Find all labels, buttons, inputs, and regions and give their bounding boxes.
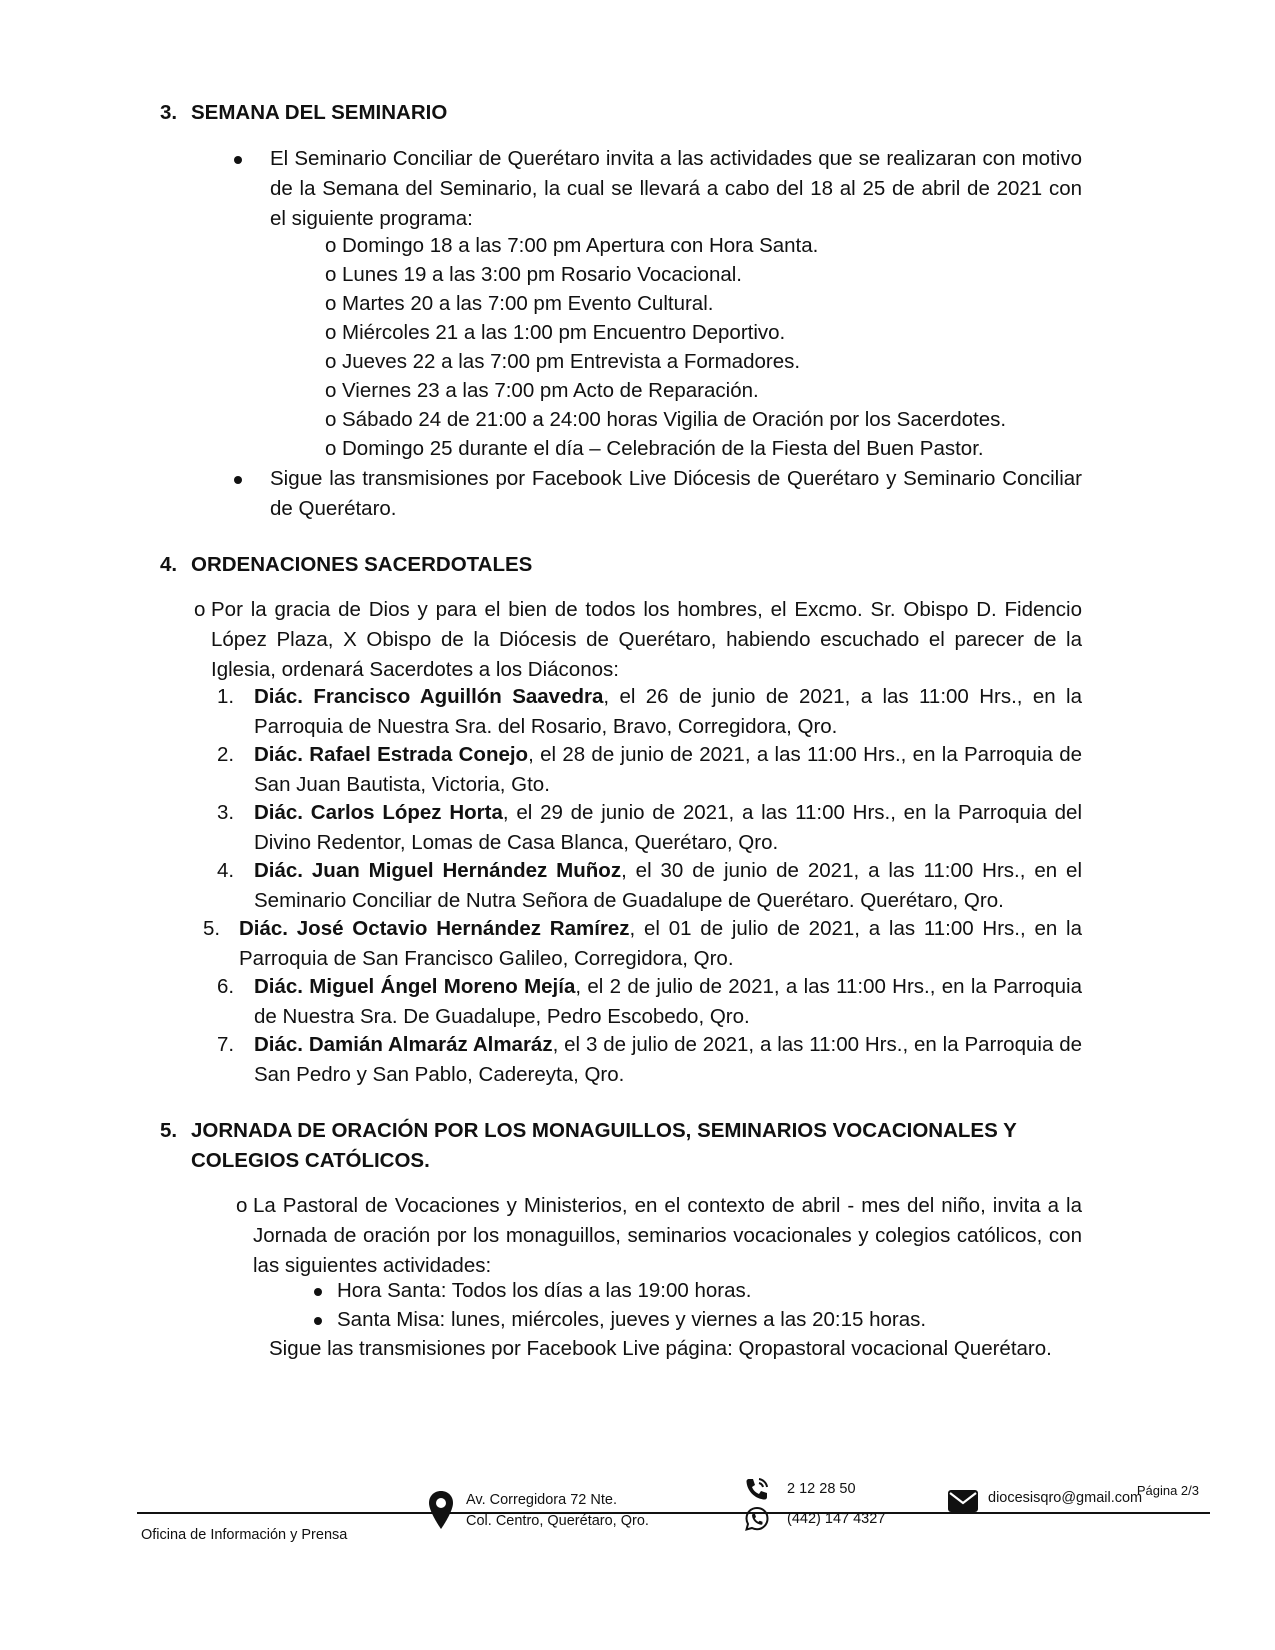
program-item: Martes 20 a las 7:00 pm Evento Cultural.	[342, 292, 714, 315]
ordination-item	[254, 740, 1082, 800]
bullet-dot-icon	[234, 476, 242, 484]
section-5-closing: Sigue las transmisiones por Facebook Live página: Qropastoral vocacional Querétaro.	[269, 1337, 1052, 1360]
ordination-number: 2.	[217, 743, 235, 766]
ordination-item	[254, 972, 1082, 1032]
activity-item: Santa Misa: lunes, miércoles, jueves y viernes a las 20:15 horas.	[337, 1308, 927, 1331]
ordination-number: 7.	[217, 1033, 235, 1056]
ordination-details: , el 29 de junio de 2021, a las 11:00 Hrs., en la Parroquia del Divino Redentor, Lomas de Casa Blanca, Querétaro, Qro.	[254, 801, 1082, 854]
ordination-name: Diác. José Octavio Hernández Ramírez	[239, 917, 630, 940]
ordination-number: 3.	[217, 801, 235, 824]
ordination-item	[254, 682, 1082, 742]
footer-address-line-1: Av. Corregidora 72 Nte.	[466, 1492, 617, 1508]
footer-whatsapp: (442) 147 4327	[787, 1511, 886, 1527]
phone-icon	[744, 1476, 770, 1502]
circle-bullet-icon: o	[194, 598, 206, 621]
ordination-number: 5.	[203, 917, 221, 940]
footer-office: Oficina de Información y Prensa	[141, 1527, 348, 1543]
ordination-details: , el 3 de julio de 2021, a las 11:00 Hrs., en la Parroquia de San Pedro y San Pablo, Cadereyta, Qro.	[254, 1033, 1082, 1086]
ordination-name: Diác. Francisco Aguillón Saavedra	[254, 685, 604, 708]
envelope-icon	[947, 1489, 979, 1513]
section-3-number: 3.	[160, 101, 178, 124]
ordination-name: Diác. Rafael Estrada Conejo	[254, 743, 529, 766]
section-4-number: 4.	[160, 553, 178, 576]
circle-bullet-icon: o	[325, 408, 337, 431]
circle-bullet-icon: o	[325, 437, 337, 460]
program-item: Domingo 18 a las 7:00 pm Apertura con Hora Santa.	[342, 234, 819, 257]
footer-phone: 2 12 28 50	[787, 1481, 856, 1497]
activity-item: Hora Santa: Todos los días a las 19:00 horas.	[337, 1279, 752, 1302]
ordination-details: , el 01 de julio de 2021, a las 11:00 Hrs., en la Parroquia de San Francisco Galileo, Corregidora, Qro.	[239, 917, 1082, 970]
ordination-item	[254, 798, 1082, 858]
ordination-details: , el 30 de junio de 2021, a las 11:00 Hrs., en el Seminario Conciliar de Nutra Señora de Guadalupe de Querétaro. Querétaro, Qro.	[254, 859, 1082, 912]
section-3-title: SEMANA DEL SEMINARIO	[191, 101, 448, 124]
circle-bullet-icon: o	[325, 379, 337, 402]
program-item: Domingo 25 durante el día – Celebración de la Fiesta del Buen Pastor.	[342, 437, 984, 460]
ordination-number: 1.	[217, 685, 235, 708]
section-4-intro: Por la gracia de Dios y para el bien de todos los hombres, el Excmo. Sr. Obispo D. Fidencio López Plaza, X Obispo de la Diócesis de Querétaro, habiendo escuchado el parecer de la Iglesia, ordenará Sacerdotes a los Diáconos:	[211, 598, 1082, 681]
section-5-title: JORNADA DE ORACIÓN POR LOS MONAGUILLOS, SEMINARIOS VOCACIONALES Y COLEGIOS CATÓLICOS.	[191, 1119, 1017, 1172]
circle-bullet-icon: o	[325, 350, 337, 373]
program-item: Lunes 19 a las 3:00 pm Rosario Vocacional.	[342, 263, 743, 286]
location-pin-icon	[428, 1490, 454, 1530]
ordination-item	[239, 914, 1082, 974]
section-4-title: ORDENACIONES SACERDOTALES	[191, 553, 533, 576]
section-5-number: 5.	[160, 1119, 178, 1142]
footer-email: diocesisqro@gmail.com	[988, 1490, 1143, 1506]
ordination-item	[254, 1030, 1082, 1090]
circle-bullet-icon: o	[325, 321, 337, 344]
bullet-dot-icon	[234, 156, 242, 164]
footer-divider	[137, 1512, 1210, 1514]
ordination-details: , el 26 de junio de 2021, a las 11:00 Hrs., en la Parroquia de Nuestra Sra. del Rosario, Bravo, Corregidora, Qro.	[254, 685, 1082, 738]
program-item: Miércoles 21 a las 1:00 pm Encuentro Deportivo.	[342, 321, 786, 344]
bullet-dot-icon	[314, 1288, 322, 1296]
circle-bullet-icon: o	[236, 1194, 248, 1217]
ordination-name: Diác. Juan Miguel Hernández Muñoz	[254, 859, 622, 882]
footer-address-line-2: Col. Centro, Querétaro, Qro.	[466, 1513, 649, 1529]
section-3-bullet-1: El Seminario Conciliar de Querétaro invita a las actividades que se realizaran con motivo de la Semana del Seminario, la cual se llevará a cabo del 18 al 25 de abril de 2021 con el siguiente programa:	[270, 147, 1082, 230]
section-5-intro: La Pastoral de Vocaciones y Ministerios, en el contexto de abril - mes del niño, invita a la Jornada de oración por los monaguillos, seminarios vocacionales y colegios católicos, con las siguientes actividades:	[253, 1194, 1082, 1277]
bullet-dot-icon	[314, 1317, 322, 1325]
ordination-details: , el 2 de julio de 2021, a las 11:00 Hrs., en la Parroquia de Nuestra Sra. De Guadalupe, Pedro Escobedo, Qro.	[254, 975, 1082, 1028]
ordination-item	[254, 856, 1082, 916]
ordination-name: Diác. Miguel Ángel Moreno Mejía	[254, 975, 576, 998]
ordination-name: Diác. Carlos López Horta	[254, 801, 503, 824]
circle-bullet-icon: o	[325, 292, 337, 315]
page-number: Página 2/3	[1136, 1483, 1199, 1498]
section-3-bullet-2: Sigue las transmisiones por Facebook Live Diócesis de Querétaro y Seminario Conciliar de Querétaro.	[270, 467, 1082, 520]
program-item: Sábado 24 de 21:00 a 24:00 horas Vigilia de Oración por los Sacerdotes.	[342, 408, 1007, 431]
program-item: Viernes 23 a las 7:00 pm Acto de Reparación.	[342, 379, 759, 402]
program-item: Jueves 22 a las 7:00 pm Entrevista a Formadores.	[342, 350, 801, 373]
ordination-number: 6.	[217, 975, 235, 998]
ordination-name: Diác. Damián Almaráz Almaráz	[254, 1033, 553, 1056]
circle-bullet-icon: o	[325, 234, 337, 257]
ordination-details: , el 28 de junio de 2021, a las 11:00 Hrs., en la Parroquia de San Juan Bautista, Victoria, Gto.	[254, 743, 1082, 796]
whatsapp-icon	[744, 1506, 770, 1532]
ordination-number: 4.	[217, 859, 235, 882]
circle-bullet-icon: o	[325, 263, 337, 286]
